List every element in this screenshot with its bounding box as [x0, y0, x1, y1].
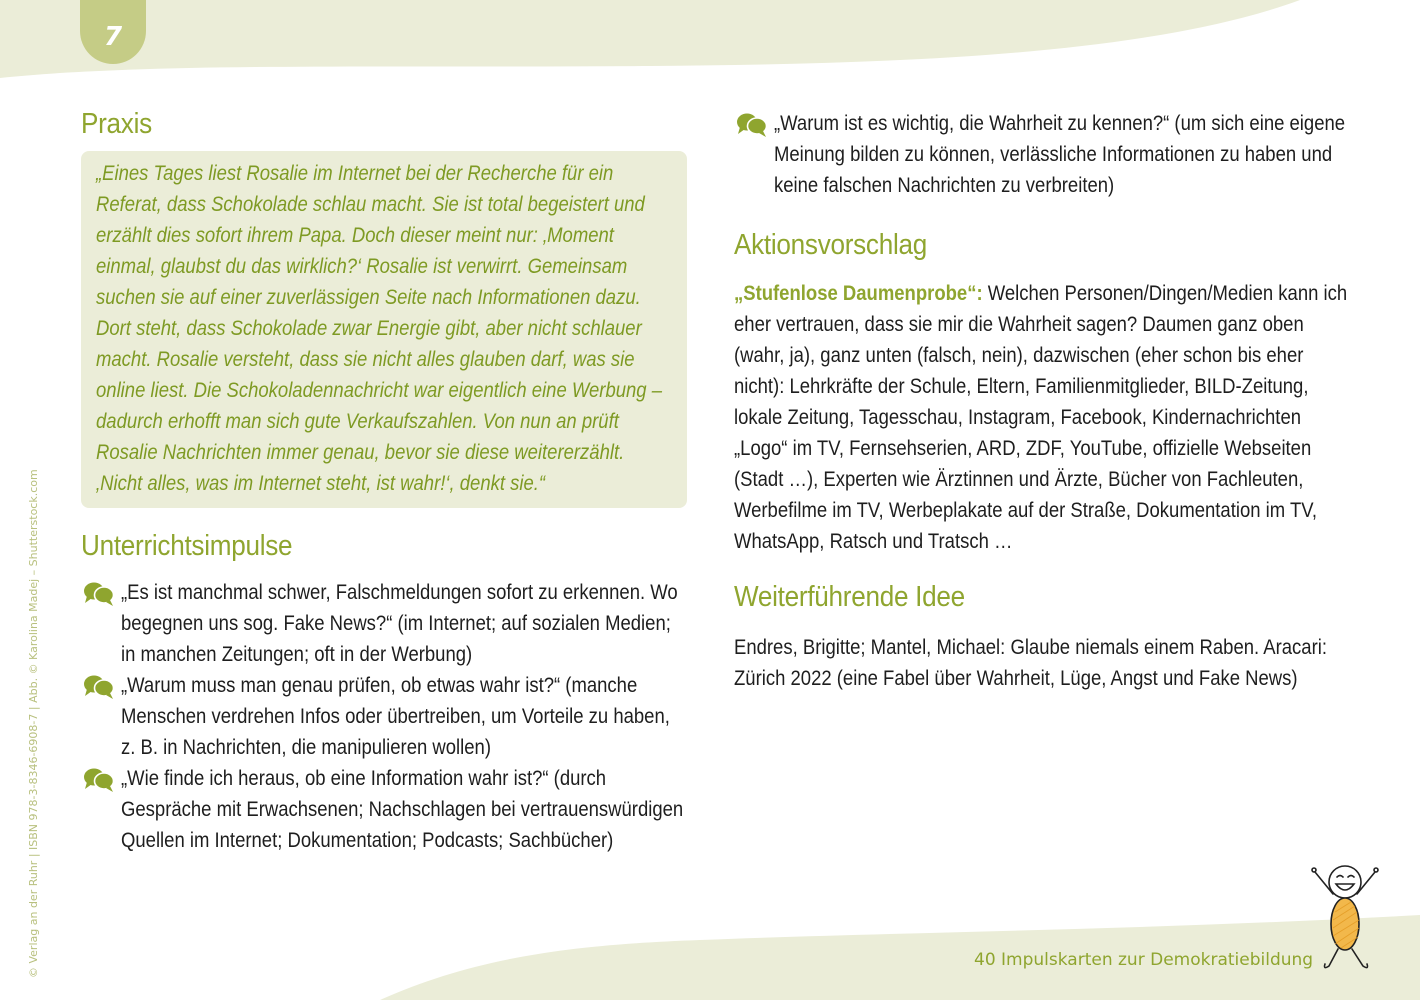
left-column	[81, 108, 687, 856]
speech-bubbles-icon	[83, 581, 115, 607]
section-unterrichtsimpulse	[81, 530, 687, 856]
story-box	[81, 151, 687, 508]
impulse-item	[734, 108, 1354, 201]
activity-title: „Stufenlose Daumenprobe“:	[734, 281, 983, 305]
heading-unterrichtsimpulse: Unterrichtsimpulse	[81, 530, 293, 562]
speech-bubbles-icon	[83, 674, 115, 700]
impulse-text: „Warum ist es wichtig, die Wahrheit zu kennen?“ (um sich eine eigene Meinung bilden zu können, verlässliche Informationen zu haben und keine falschen Nachrichten zu verbreiten)	[774, 111, 1346, 197]
heading-praxis: Praxis	[81, 108, 152, 140]
impulse-text: „Wie finde ich heraus, ob eine Information wahr ist?“ (durch Gespräche mit Erwachsenen; Nachschlagen bei vertrauenswürdigen Quellen im Internet; Dokumentation; Podcasts; Sachbücher)	[121, 766, 684, 852]
impulse-list	[81, 577, 687, 856]
copyright-credit: © Verlag an der Ruhr | ISBN 978-3-8346-6908-7 | Abb. © Karolina Madej – Shutterstock.com	[27, 469, 40, 978]
speech-bubbles-icon	[83, 767, 115, 793]
footer-series-title: 40 Impulskarten zur Demokratiebildung	[974, 950, 1314, 970]
book-reference-text: Endres, Brigitte; Mantel, Michael: Glaube niemals einem Raben. Aracari: Zürich 2022 (eine Fabel über Wahrheit, Lüge, Angst und Fake News)	[734, 635, 1327, 690]
impulse-text: „Warum muss man genau prüfen, ob etwas wahr ist?“ (manche Menschen verdrehen Infos oder übertreiben, um Vorteile zu haben, z. B. in Nachrichten, die manipulieren wollen)	[121, 673, 670, 759]
impulse-item	[81, 670, 687, 763]
section-weiterfuehrende-idee	[734, 581, 1354, 694]
speech-bubbles-icon	[736, 112, 768, 138]
right-column	[734, 108, 1354, 694]
impulse-item	[81, 763, 687, 856]
aktionsvorschlag-paragraph	[734, 278, 1353, 557]
section-aktionsvorschlag	[734, 229, 1354, 557]
cheering-mascot-icon	[1305, 862, 1385, 974]
heading-weiterfuehrende-idee: Weiterführende Idee	[734, 581, 965, 613]
page-number-tab	[80, 0, 146, 64]
impulse-text: „Es ist manchmal schwer, Falschmeldungen sofort zu erkennen. Wo begegnen uns sog. Fake News?“ (im Internet; auf sozialen Medien; in manchen Zeitungen; oft in der Werbung)	[121, 580, 678, 666]
heading-aktionsvorschlag: Aktionsvorschlag	[734, 229, 927, 261]
page-number: 7	[103, 22, 123, 52]
book-reference	[734, 632, 1354, 694]
section-praxis	[81, 108, 687, 508]
activity-description: Welchen Personen/Dingen/Medien kann ich eher vertrauen, dass sie mir die Wahrheit sagen? Daumen ganz oben (wahr, ja), ganz unten (falsch, nein), dazwischen (eher schon bis eher nicht): Lehrkräfte der Schule, Eltern, Familienmitglieder, BILD-Zeitung, lokale Zeitung, Tagesschau, Instagram, Facebook, Kindernachrichten „Logo“ im TV, Fernsehserien, ARD, ZDF, YouTube, offizielle Webseiten (Stadt …), Experten wie Ärztinnen und Ärzte, Bücher von Fachleuten, Werbefilme im TV, Werbeplakate auf der Straße, Dokumentation im TV, WhatsApp, Ratsch und Tratsch …	[734, 281, 1348, 553]
aktionsvorschlag-text	[734, 278, 1354, 557]
impulse-item	[81, 577, 687, 670]
story-text: „Eines Tages liest Rosalie im Internet bei der Recherche für ein Referat, dass Schokolade schlau macht. Sie ist total begeistert und erzählt dies sofort ihrem Papa. Doch dieser meint nur: ‚Moment einmal, glaubst du das wirklich?‘ Rosalie ist verwirrt. Gemeinsam suchen sie auf einer zuverlässigen Seite nach Informationen dazu. Dort steht, dass Schokolade zwar Energie gibt, aber nicht schlauer macht. Rosalie versteht, dass sie nicht alles glauben darf, was sie online liest. Die Schokoladennachricht war eigentlich eine Werbung – dadurch erhofft man sich gute Verkaufszahlen. Von nun an prüft Rosalie Nachrichten immer genau, bevor sie diese weitererzählt. ‚Nicht alles, was im Internet steht, ist wahr!‘, denkt sie.“	[96, 161, 663, 495]
